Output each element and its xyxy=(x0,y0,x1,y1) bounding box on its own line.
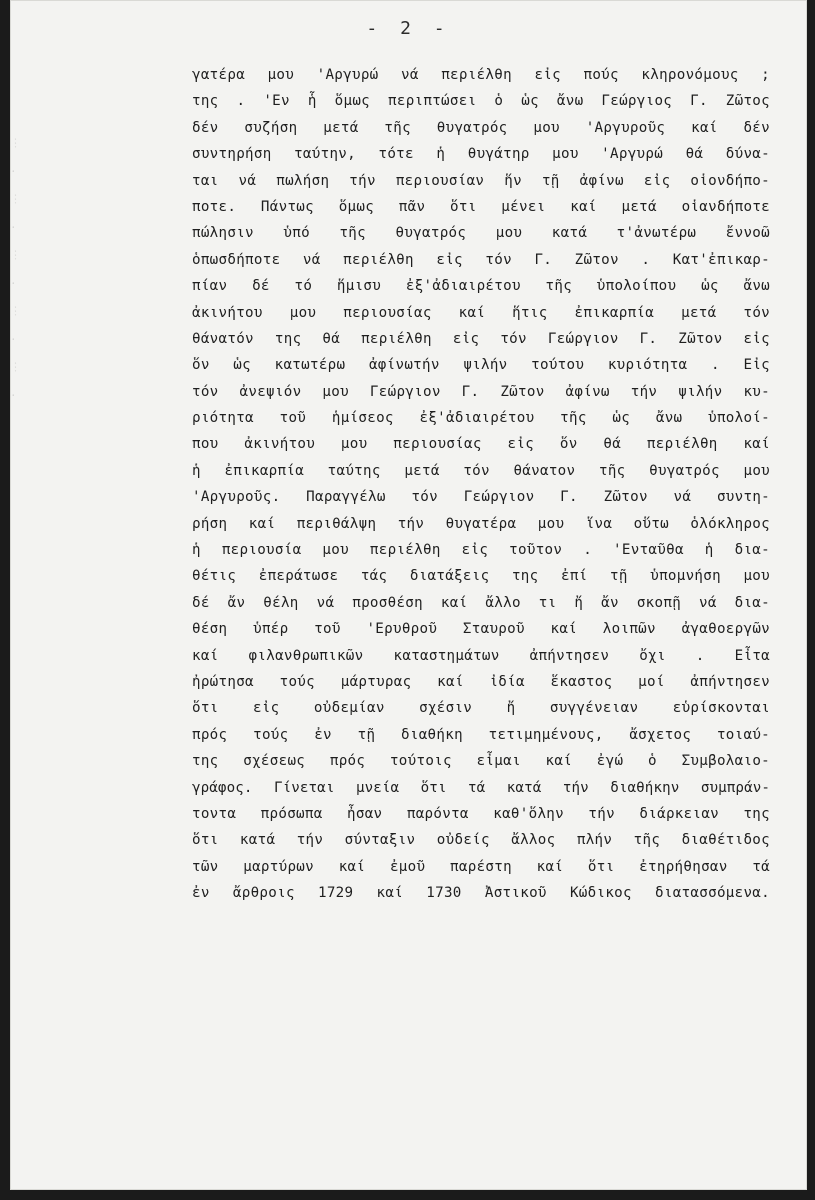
text-line: γατέρα μου 'Αργυρώ νά περιέλθη εἰς πούς κληρονόμους ; xyxy=(192,67,770,83)
text-line: δέ ἄν θέλη νά προσθέση καί ἄλλο τι ἤ ἄν σκοπῇ νά δια- xyxy=(192,594,770,611)
text-line: ὅτι εἰς οὐδεμίαν σχέσιν ἤ συγγένειαν εὑρίσκονται xyxy=(192,700,770,717)
text-line: θέση ὑπέρ τοῦ 'Ερυθροῦ Σταυροῦ καί λοιπῶν ἀγαθοεργῶν xyxy=(192,621,770,638)
page-number: - 2 - xyxy=(366,18,451,39)
text-line: ἠρώτησα τούς μάρτυρας καί ἰδία ἕκαστος μοί ἀπήντησεν xyxy=(192,673,770,690)
text-line: ται νά πωλήση τήν περιουσίαν ἥν τῇ ἀφίνω εἰς οἱονδήπο- xyxy=(192,172,770,189)
text-line: πώλησιν ὑπό τῆς θυγατρός μου κατά τ'ἀνωτέρω ἔννοῶ xyxy=(192,225,770,242)
text-line: ὅν ὡς κατωτέρω ἀφίνωτήν ψιλήν τούτου κυριότητα . Εἰς xyxy=(192,357,770,374)
show-through-text: ︙ · ︙ · ︙ · ︙ · ︙ · xyxy=(10,137,21,402)
text-line: καί φιλανθρωπικῶν καταστημάτων ἀπήντησεν ὄχι . Εἶτα xyxy=(192,647,770,664)
text-line: ρήση καί περιθάλψη τήν θυγατέρα μου ἵνα οὕτω ὁλόκληρος xyxy=(192,515,770,532)
document-page xyxy=(10,0,807,1190)
document-body xyxy=(192,62,770,907)
text-line: δέν συζήση μετά τῆς θυγατρός μου 'Αργυροῦς καί δέν xyxy=(192,119,770,136)
text-line: τόν ἀνεψιόν μου Γεώργιον Γ. Ζῶτον ἀφίνω τήν ψιλήν κυ- xyxy=(192,383,770,400)
text-line: πίαν δέ τό ἥμισυ ἐξ'ἀδιαιρέτου τῆς ὑπολοίπου ὡς ἄνω xyxy=(192,278,770,295)
text-line: ἐν ἄρθροις 1729 καί 1730 Ἀστικοῦ Κώδικος διατασσόμενα. xyxy=(192,885,770,902)
text-line: γράφος. Γίνεται μνεία ὅτι τά κατά τήν διαθήκην συμπράν- xyxy=(192,779,770,796)
text-line: 'Αργυροῦς. Παραγγέλω τόν Γεώργιον Γ. Ζῶτον νά συντη- xyxy=(192,489,770,506)
text-line: θέτις ἐπεράτωσε τάς διατάξεις της ἐπί τῇ ὑπομνήση μου xyxy=(192,568,770,585)
text-line: πρός τούς ἐν τῇ διαθήκη τετιμημένους, ἄσχετος τοιαύ- xyxy=(192,726,770,743)
text-line: θάνατόν της θά περιέλθη εἰς τόν Γεώργιον Γ. Ζῶτον εἰς xyxy=(192,330,770,347)
text-line: ἀκινήτου μου περιουσίας καί ἥτις ἐπικαρπία μετά τόν xyxy=(192,304,770,321)
text-line: της σχέσεως πρός τούτοις εἶμαι καί ἐγώ ὁ Συμβολαιο- xyxy=(192,753,770,770)
text-line: ὅτι κατά τήν σύνταξιν οὐδείς ἄλλος πλήν τῆς διαθέτιδος xyxy=(192,832,770,849)
text-line: που ἀκινήτου μου περιουσίας εἰς ὅν θά περιέλθη καί xyxy=(192,436,770,453)
text-line: ποτε. Πάντως ὅμως πᾶν ὅτι μένει καί μετά οἱανδήποτε xyxy=(192,198,770,215)
text-line: ριότητα τοῦ ἡμίσεος ἐξ'ἀδιαιρέτου τῆς ὡς ἄνω ὑπολοί- xyxy=(192,410,770,427)
text-line: ὁπωσδήποτε νά περιέλθη εἰς τόν Γ. Ζῶτον . Κατ'ἐπικαρ- xyxy=(192,251,770,268)
text-line: ἡ ἐπικαρπία ταύτης μετά τόν θάνατον τῆς θυγατρός μου xyxy=(192,462,770,479)
text-line: συντηρήση ταύτην, τότε ἡ θυγάτηρ μου 'Αργυρώ θά δύνα- xyxy=(192,146,770,163)
text-line: τοντα πρόσωπα ἦσαν παρόντα καθ'ὅλην τήν διάρκειαν της xyxy=(192,805,770,822)
text-line: της . 'Εν ἧ ὅμως περιπτώσει ὁ ὡς ἄνω Γεώργιος Γ. Ζῶτος xyxy=(192,93,770,110)
text-line: ἡ περιουσία μου περιέλθη εἰς τοῦτον . 'Ενταῦθα ἡ δια- xyxy=(192,542,770,559)
text-line: τῶν μαρτύρων καί ἐμοῦ παρέστη καί ὅτι ἐτηρήθησαν τά xyxy=(192,858,770,875)
